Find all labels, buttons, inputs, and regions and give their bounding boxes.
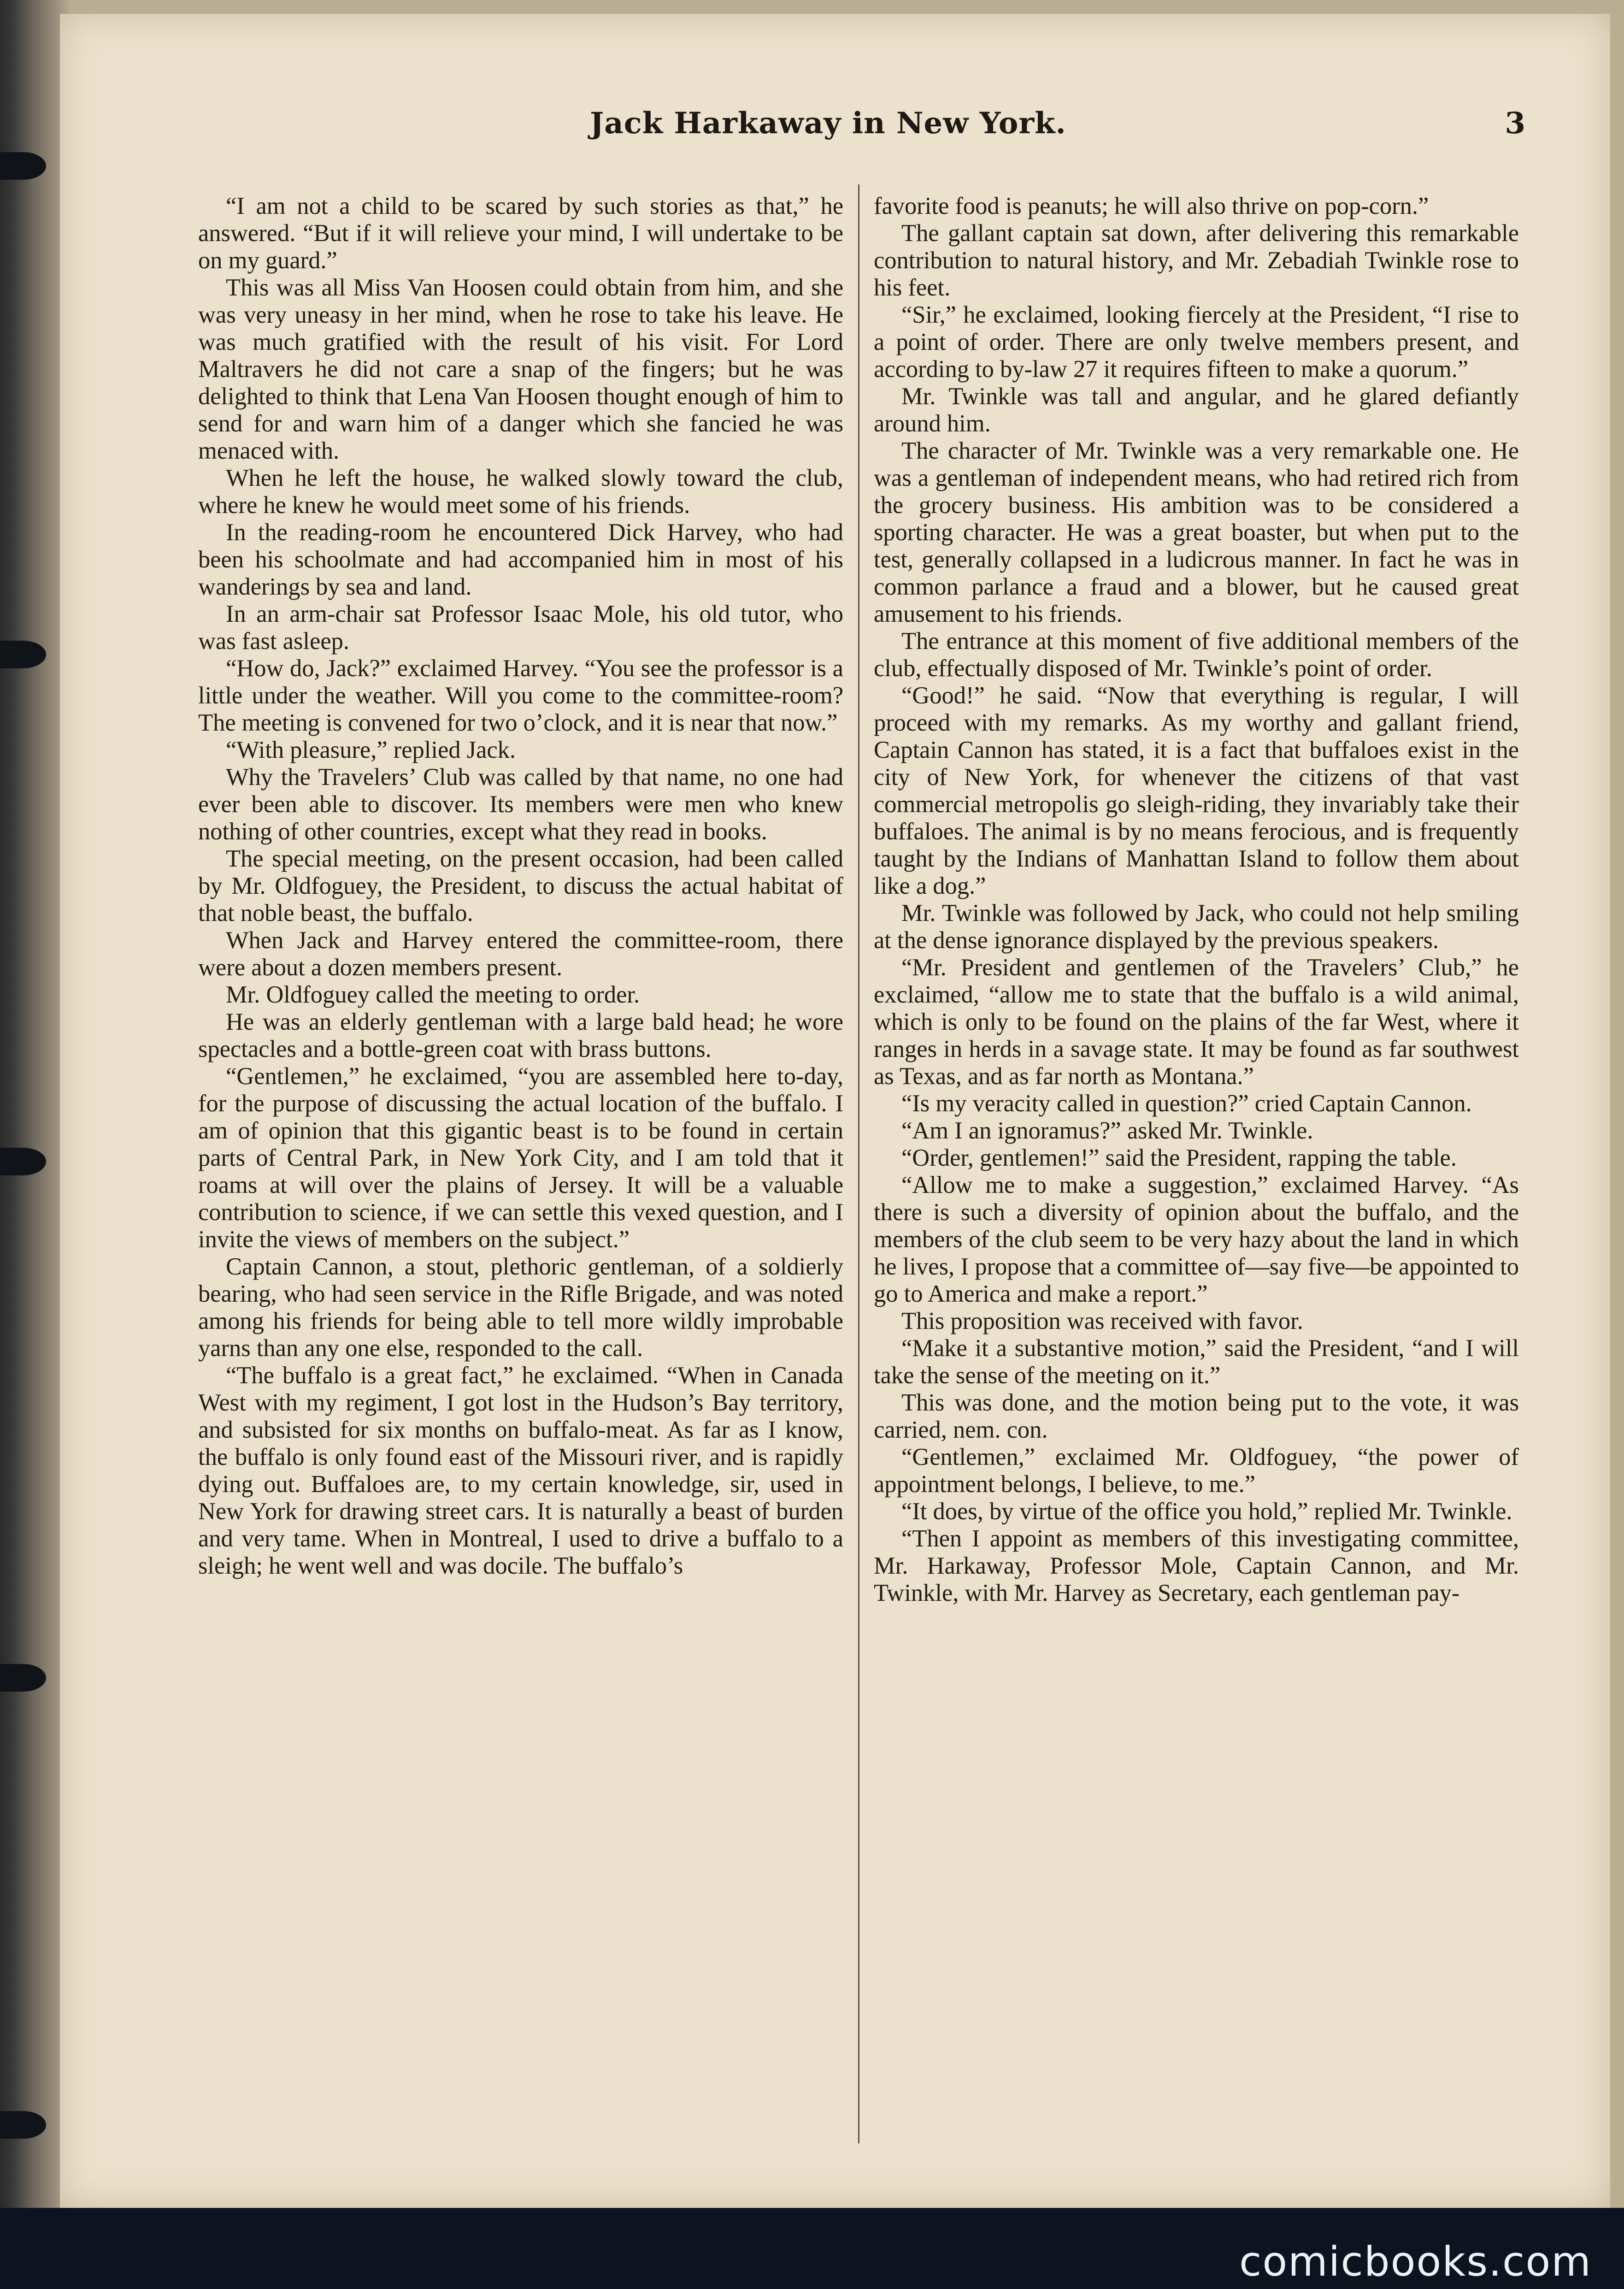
paragraph: “Mr. President and gentlemen of the Travelers’ Club,” he exclaimed, “allow me to state that the buffalo is a wild animal, which is only to be found on the plains of the far West, where it ranges in herds in a savage state. It may be found as far southwest as Texas, and as far north as Montana.” [874, 954, 1519, 1090]
paragraph: The gallant captain sat down, after delivering this remarkable contribution to natural history, and Mr. Zebadiah Twinkle rose to his feet. [874, 220, 1519, 301]
page-header [461, 106, 1544, 152]
page-number: 3 [1505, 106, 1525, 141]
paragraph: “Sir,” he exclaimed, looking fiercely at the President, “I rise to a point of order. There are only twelve members present, and according to by-law 27 it requires fifteen to make a quorum.” [874, 301, 1519, 383]
paragraph: The special meeting, on the present occasion, had been called by Mr. Oldfoguey, the President, to discuss the actual habitat of that noble beast, the buffalo. [198, 845, 843, 926]
paragraph: “Allow me to make a suggestion,” exclaimed Harvey. “As there is such a diversity of opinion about the buffalo, and the members of the club seem to be very hazy about the land in which he lives, I propose that a committee of—say five—be appointed to go to America and make a report.” [874, 1172, 1519, 1307]
continued-paragraph: favorite food is peanuts; he will also thrive on pop-corn.” [874, 193, 1429, 219]
paragraph: “Gentlemen,” exclaimed Mr. Oldfoguey, “the power of appointment belongs, I believe, to me.” [874, 1444, 1519, 1498]
binding-hole [0, 641, 46, 668]
paragraph: In the reading-room he encountered Dick Harvey, who had been his schoolmate and had accompanied him in most of his wanderings by sea and land. [198, 519, 843, 600]
paragraph: “Am I an ignoramus?” asked Mr. Twinkle. [901, 1117, 1313, 1144]
paragraph: When Jack and Harvey entered the committee-room, there were about a dozen members present. [198, 927, 843, 981]
paragraph: “I am not a child to be scared by such stories as that,” he answered. “But if it will relieve your mind, I will undertake to be on my guard.” [198, 193, 843, 274]
paragraph: “Make it a substantive motion,” said the President, “and I will take the sense of the meeting on it.” [874, 1335, 1519, 1389]
paragraph: The character of Mr. Twinkle was a very remarkable one. He was a gentleman of independent means, who had retired rich from the grocery business. His ambition was to be considered a sporting character. He was a great boaster, but when put to the test, generally collapsed in a ludicrous manner. In fact he was in common parlance a fraud and a blower, but he caused great amusement to his friends. [874, 437, 1519, 627]
paragraph: Captain Cannon, a stout, plethoric gentleman, of a soldierly bearing, who had seen service in the Rifle Brigade, and was noted among his friends for being able to tell more wildly improbable yarns than any one else, responded to the call. [198, 1253, 843, 1362]
watermark: comicbooks.com [1239, 2238, 1592, 2285]
paragraph: Mr. Oldfoguey called the meeting to order. [226, 981, 640, 1008]
paragraph: Mr. Twinkle was tall and angular, and he glared defiantly around him. [874, 383, 1519, 437]
paragraph: “With pleasure,” replied Jack. [226, 737, 516, 763]
paragraph: “How do, Jack?” exclaimed Harvey. “You see the professor is a little under the weather. Will you come to the committee-room? The meeting is convened for two o’clock, and it is near that now.” [198, 655, 843, 736]
paragraph: In an arm-chair sat Professor Isaac Mole, his old tutor, who was fast asleep. [198, 601, 843, 655]
binding-hole [0, 1148, 46, 1175]
paragraph: Why the Travelers’ Club was called by that name, no one had ever been able to discover. Its members were men who knew nothing of other countries, except what they read in books. [198, 764, 843, 845]
paragraph: “Is my veracity called in question?” cried Captain Cannon. [901, 1090, 1472, 1117]
paragraph: “The buffalo is a great fact,” he exclaimed. “When in Canada West with my regiment, I got lost in the Hudson’s Bay territory, and subsisted for six months on buffalo-meat. As far as I know, the buffalo is only found east of the Missouri river, and is rapidly dying out. Buffaloes are, to my certain knowledge, sir, used in New York for drawing street cars. It is naturally a beast of burden and very tame. When in Montreal, I used to drive a buffalo to a sleigh; he went well and was docile. The buffalo’s [198, 1362, 843, 1579]
paragraph: This was all Miss Van Hoosen could obtain from him, and she was very uneasy in her mind, when he rose to take his leave. He was much gratified with the result of his visit. For Lord Maltravers he did not care a snap of the fingers; but he was delighted to think that Lena Van Hoosen thought enough of him to send for and warn him of a danger which she fancied he was menaced with. [198, 274, 843, 464]
binding-hole [0, 2111, 46, 2139]
paragraph: He was an elderly gentleman with a large bald head; he wore spectacles and a bottle-green coat with brass buttons. [198, 1009, 843, 1062]
paragraph: The entrance at this moment of five additional members of the club, effectually disposed of Mr. Twinkle’s point of order. [874, 628, 1519, 682]
paragraph: Mr. Twinkle was followed by Jack, who could not help smiling at the dense ignorance displayed by the previous speakers. [874, 900, 1519, 954]
paragraph: This proposition was received with favor. [901, 1308, 1303, 1334]
paragraph: “It does, by virtue of the office you hold,” replied Mr. Twinkle. [901, 1498, 1512, 1525]
binding-edge [0, 0, 69, 2289]
binding-hole [0, 1664, 46, 1692]
left-column [198, 193, 843, 1580]
paragraph: When he left the house, he walked slowly toward the club, where he knew he would meet some of his friends. [198, 465, 843, 519]
paragraph: This was done, and the motion being put to the vote, it was carried, nem. con. [874, 1389, 1519, 1443]
running-title: Jack Harkaway in New York. [590, 106, 1066, 141]
right-column [874, 193, 1519, 1607]
binding-hole [0, 152, 46, 180]
paragraph: “Order, gentlemen!” said the President, rapping the table. [901, 1144, 1457, 1171]
paragraph: “Gentlemen,” he exclaimed, “you are assembled here to-day, for the purpose of discussing the actual location of the buffalo. I am of opinion that this gigantic beast is to be found in certain parts of Central Park, in New York City, and I am told that it roams at will over the plains of Jersey. It will be a valuable contribution to science, if we can settle this vexed question, and I invite the views of members on the subject.” [198, 1063, 843, 1253]
paragraph: “Then I appoint as members of this investigating committee, Mr. Harkaway, Professor Mole, Captain Cannon, and Mr. Twinkle, with Mr. Harvey as Secretary, each gentleman pay- [874, 1525, 1519, 1606]
paragraph: “Good!” he said. “Now that everything is regular, I will proceed with my remarks. As my worthy and gallant friend, Captain Cannon has stated, it is a fact that buffaloes exist in the city of New York, for whenever the citizens of that vast commercial metropolis go sleigh-riding, they invariably take their buffaloes. The animal is by no means ferocious, and is frequently taught by the Indians of Manhattan Island to follow them about like a dog.” [874, 682, 1519, 899]
column-divider [858, 184, 859, 2143]
